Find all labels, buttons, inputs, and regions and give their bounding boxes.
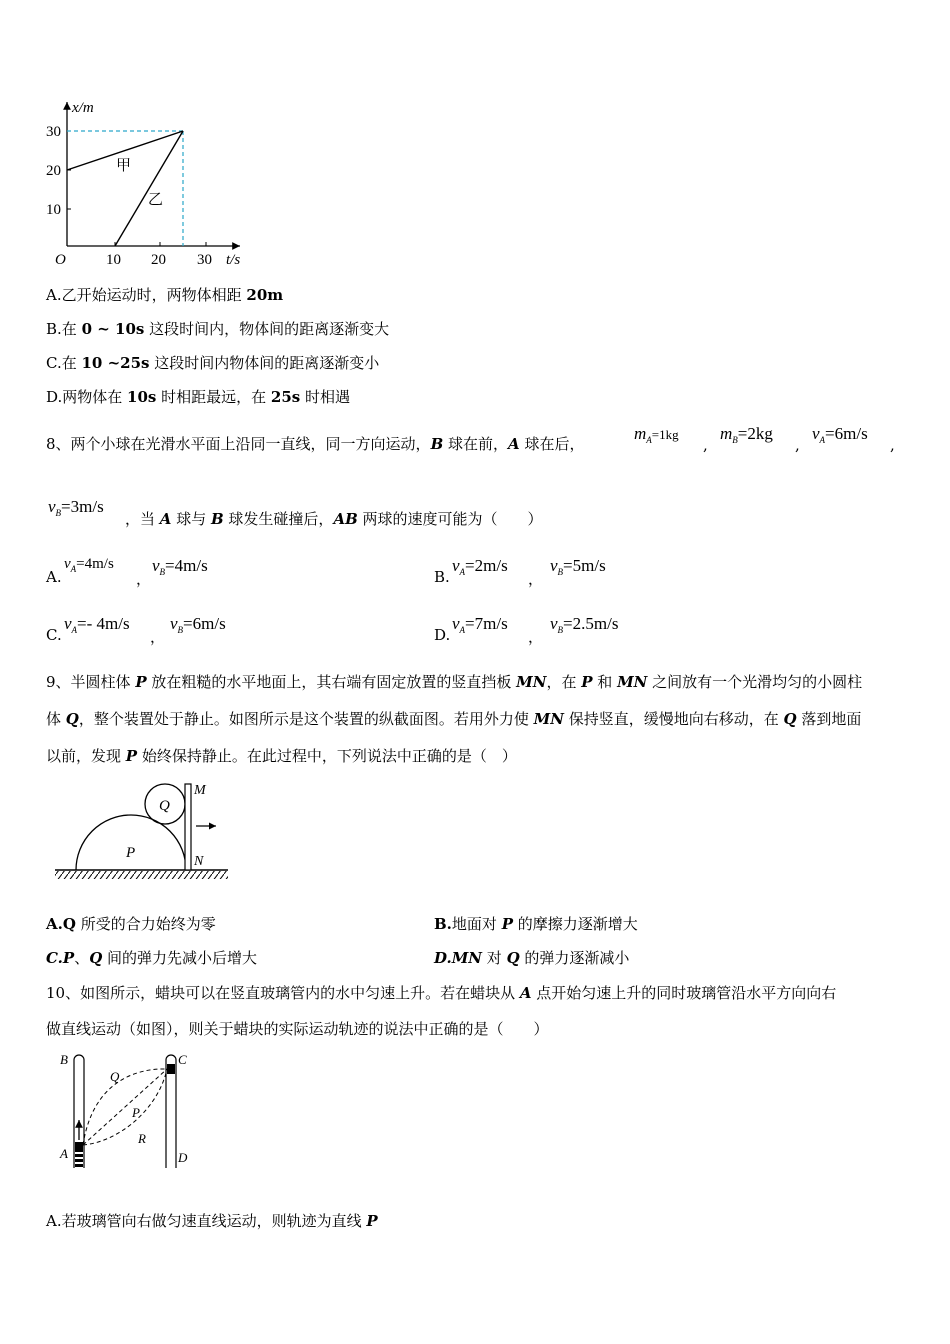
line-yi-label: 乙: [148, 192, 164, 208]
label-c: C: [178, 1052, 187, 1067]
text: 10、如图所示，蜡块可以在竖直玻璃管内的水中匀速上升。若在蜡块从: [46, 984, 520, 1002]
value: =4m/s: [76, 556, 114, 572]
separator: ，: [150, 628, 166, 646]
x-axis-label: t/s: [226, 252, 241, 268]
wax-mark: [75, 1154, 83, 1157]
label-m: M: [194, 783, 206, 798]
text: 地面对: [451, 915, 502, 933]
q10-stem-line1: [46, 983, 836, 1003]
q7-option-c: [46, 353, 379, 373]
comma: ,: [703, 436, 708, 454]
text: 这段时间内物体间的距离逐渐变小: [149, 354, 380, 372]
value: =2m/s: [465, 556, 508, 575]
label-n: N: [194, 854, 204, 869]
bold-text: 10 ~25s: [81, 354, 150, 372]
bold-text: 20m: [246, 286, 284, 304]
q9-option-d: [434, 948, 629, 968]
bold-text: P: [135, 673, 147, 691]
text: 的摩擦力逐渐增大: [512, 915, 638, 933]
symbol: v: [812, 424, 820, 443]
bold-text: MN: [617, 673, 648, 691]
symbol: v: [550, 556, 558, 575]
bold-text: A: [159, 510, 172, 528]
q7-option-a: [46, 285, 283, 305]
value: =6m/s: [183, 614, 226, 633]
symbol: m: [634, 424, 647, 443]
text: ，当: [125, 510, 160, 528]
label-q: Q: [159, 798, 170, 814]
symbol: v: [48, 497, 56, 516]
text: 体: [46, 710, 66, 728]
comma: ,: [795, 436, 800, 454]
board-mn: [185, 784, 191, 870]
subscript: B: [55, 508, 62, 518]
text: 以前，发现: [46, 747, 126, 765]
label-d: D: [178, 1150, 188, 1165]
label-q: Q: [110, 1069, 120, 1084]
bold-text: 25s: [270, 388, 301, 406]
value: =3m/s: [61, 497, 104, 516]
text: 两物体在: [62, 388, 128, 406]
origin-label: O: [55, 252, 66, 268]
y-axis-label: x/m: [72, 100, 94, 116]
y-tick-label: 30: [46, 124, 61, 140]
value: =1kg: [651, 427, 679, 442]
text: 放在粗糙的水平地面上，其右端有固定放置的竖直挡板: [146, 673, 517, 691]
text: 球发生碰撞后，: [223, 510, 334, 528]
wax-block-left: [75, 1142, 83, 1152]
formula-vB: [48, 497, 104, 517]
bold-text: P: [581, 673, 593, 691]
bold-text: 10s: [127, 388, 157, 406]
bold-text: D.MN: [434, 949, 483, 967]
formula-vB: [152, 556, 208, 576]
text: 保持竖直，缓慢地向右移动，在: [563, 710, 784, 728]
text: 之间放有一个光滑均匀的小圆柱: [647, 673, 863, 691]
bold-text: B: [430, 435, 444, 453]
text: 若玻璃管向右做匀速直线运动，则轨迹为直线: [61, 1212, 367, 1230]
formula-mB: [720, 424, 773, 444]
bold-text: B: [210, 510, 224, 528]
value: =2.5m/s: [563, 614, 619, 633]
subscript: A: [459, 625, 466, 635]
q9-stem-line1: [46, 672, 862, 692]
option-letter: C.: [46, 354, 62, 372]
x-tick-label: 20: [151, 252, 166, 268]
value: =6m/s: [825, 424, 868, 443]
text: 9、半圆柱体: [46, 673, 136, 691]
subscript: A: [819, 435, 826, 445]
y-tick-label: 20: [46, 163, 61, 179]
wax-mark: [75, 1164, 83, 1167]
subscript: B: [159, 567, 166, 577]
value: =7m/s: [465, 614, 508, 633]
option-letter: C.: [46, 626, 62, 644]
bold-text: AB: [333, 510, 358, 528]
text: 的弹力逐渐减小: [519, 949, 630, 967]
text: 两个小球在光滑水平面上沿同一直线，同一方向运动，: [70, 435, 431, 453]
text: 、: [74, 949, 90, 967]
bold-text: P: [366, 1212, 378, 1230]
q9-option-b: [434, 914, 638, 934]
label-p: P: [126, 845, 136, 861]
text: 两球的速度可能为（ ）: [357, 510, 543, 528]
separator: ，: [528, 628, 544, 646]
subscript: A: [71, 625, 78, 635]
formula-vA: [452, 556, 508, 576]
symbol: v: [452, 556, 460, 575]
symbol: v: [64, 556, 71, 572]
text: 在: [61, 354, 82, 372]
text: 时相距最远，在: [156, 388, 271, 406]
separator: ，: [528, 570, 544, 588]
option-letter: A.: [46, 286, 62, 304]
text: 间的弹力先减小后增大: [102, 949, 258, 967]
text: 时相遇: [300, 388, 351, 406]
q7-option-d: [46, 387, 350, 407]
subscript: A: [70, 564, 77, 574]
q10-option-a: [46, 1211, 378, 1231]
bold-text: Q: [783, 710, 797, 728]
formula-mA: [634, 424, 679, 444]
formula-vA: [452, 614, 508, 634]
subscript: A: [646, 435, 652, 445]
comma: ,: [890, 436, 895, 454]
q8-stem-line1: [46, 434, 584, 454]
text: 乙开始运动时，两物体相距: [61, 286, 247, 304]
symbol: v: [152, 556, 160, 575]
text: 球与: [171, 510, 211, 528]
text: 在: [61, 320, 82, 338]
symbol: v: [170, 614, 178, 633]
path-p: [83, 1069, 167, 1145]
subscript: B: [732, 435, 738, 445]
wax-mark: [75, 1159, 83, 1162]
text: 对: [482, 949, 507, 967]
line-jia-label: 甲: [116, 158, 132, 174]
formula-vB: [550, 556, 606, 576]
option-letter: D.: [434, 626, 451, 644]
bold-text: A: [508, 435, 520, 453]
ground-hatch: [55, 871, 228, 879]
formula-vB: [550, 614, 618, 634]
value: =- 4m/s: [77, 614, 130, 633]
symbol: v: [64, 614, 72, 633]
subscript: B: [557, 567, 564, 577]
bold-text: Q: [89, 949, 103, 967]
bold-text: P: [501, 915, 513, 933]
bold-text: 0 ~ 10s: [81, 320, 145, 338]
label-b: B: [60, 1052, 68, 1067]
bold-text: MN: [533, 710, 564, 728]
formula-vB: [170, 614, 226, 634]
line-yi: [115, 131, 183, 246]
text: 始终保持静止。在此过程中，下列说法中正确的是（ ）: [137, 747, 517, 765]
symbol: m: [720, 424, 733, 443]
text: 这段时间内，物体间的距离逐渐变大: [144, 320, 390, 338]
q9-stem-line3: [46, 746, 517, 766]
text: ，整个装置处于静止。如图所示是这个装置的纵截面图。若用外力使: [78, 710, 534, 728]
q9-option-c: [46, 948, 257, 968]
text: 球在后，: [519, 435, 585, 453]
label-a: A: [60, 1146, 68, 1161]
x-t-graph: [40, 96, 260, 276]
subscript: A: [459, 567, 466, 577]
bold-text: P: [125, 747, 138, 765]
formula-vA: [64, 556, 114, 573]
value: =2kg: [737, 424, 773, 443]
q10-figure: [58, 1050, 208, 1175]
label-r: R: [138, 1131, 146, 1146]
q8-stem-line2: [125, 509, 543, 529]
bold-text: A: [519, 984, 532, 1002]
value: =5m/s: [563, 556, 606, 575]
symbol: v: [550, 614, 558, 633]
bold-text: C.P: [46, 949, 75, 967]
text: 和: [592, 673, 618, 691]
value: =4m/s: [165, 556, 208, 575]
x-tick-label: 30: [197, 252, 212, 268]
formula-vA: [64, 614, 130, 634]
option-letter: D.: [46, 388, 63, 406]
option-letter: B.: [46, 320, 62, 338]
bold-text: Q: [506, 949, 520, 967]
subscript: B: [557, 625, 564, 635]
q10-stem-line2: 做直线运动（如图），则关于蜡块的实际运动轨迹的说法中正确的是（ ）: [46, 1020, 549, 1038]
formula-vA: [812, 424, 868, 444]
bold-text: B.: [434, 915, 452, 933]
bold-text: Q: [65, 710, 79, 728]
bold-text: A.Q: [46, 915, 76, 933]
q9-stem-line2: [46, 709, 861, 729]
q9-option-a: [46, 914, 216, 934]
text: 点开始匀速上升的同时玻璃管沿水平方向向右: [531, 984, 837, 1002]
separator: ，: [136, 570, 152, 588]
option-letter: B.: [434, 568, 450, 586]
label-p: P: [132, 1105, 140, 1120]
bold-text: MN: [516, 673, 547, 691]
y-tick-label: 10: [46, 202, 61, 218]
q7-option-b: [46, 319, 389, 339]
symbol: v: [452, 614, 460, 633]
question-number: 8、: [46, 435, 71, 453]
text: 球在前，: [443, 435, 509, 453]
x-tick-label: 10: [106, 252, 121, 268]
text: 落到地面: [796, 710, 862, 728]
option-letter: A.: [46, 1212, 62, 1230]
subscript: B: [177, 625, 184, 635]
wax-block-right: [167, 1064, 175, 1074]
q9-figure: [50, 778, 240, 888]
text: ，在: [546, 673, 582, 691]
option-letter: A.: [46, 568, 62, 586]
text: 所受的合力始终为零: [75, 915, 216, 933]
